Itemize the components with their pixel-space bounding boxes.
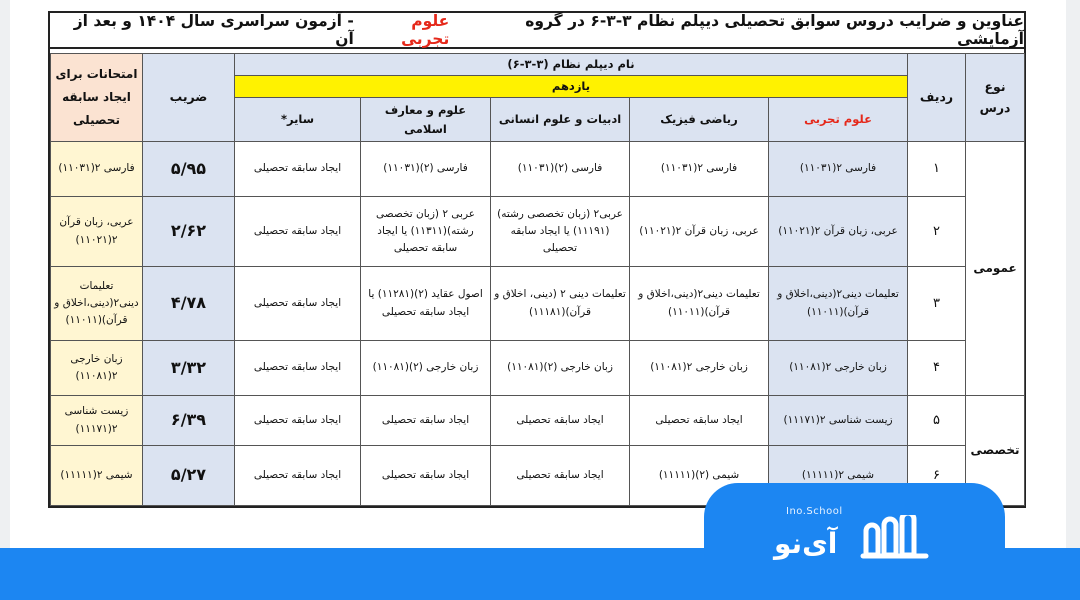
exam-cell: تعلیمات دینی۲(دینی،اخلاق و قرآن)(۱۱۰۱۱) [51,267,143,341]
coefficient-value: ۲/۶۲ [143,197,235,267]
coefficient-value: ۵/۹۵ [143,142,235,197]
brand-name: آی‌نو [774,527,838,560]
title-part-1: عناوین و ضرایب دروس سوابق تحصیلی دیپلم نظام ۳-۳-۶ در گروه آزمایشی [525,12,1024,48]
coefficient-value: ۵/۲۷ [143,446,235,506]
cell: تعلیمات دینی۲(دینی،اخلاق و قرآن)(۱۱۰۱۱) [769,267,908,341]
exams-header: امتحانات برای ایجاد سابقه تحصیلی [51,54,143,142]
cell: ایجاد سابقه تحصیلی [235,396,361,446]
row-number: ۵ [908,396,966,446]
right-frame [1066,0,1080,548]
field-header-islamic: علوم و معارف اسلامی [361,98,491,142]
row-number: ۱ [908,142,966,197]
row-number-header: ردیف [908,54,966,142]
cell: ایجاد سابقه تحصیلی [235,446,361,506]
header-row [51,54,1025,76]
cell: ایجاد سابقه تحصیلی [361,446,491,506]
page-title [50,13,1024,49]
field-header-other: سایر* [235,98,361,142]
cell: تعلیمات دینی۲(دینی،اخلاق و قرآن)(۱۱۰۱۱) [630,267,769,341]
cell: فارسی ۲(۱۱۰۳۱) [630,142,769,197]
cell: ایجاد سابقه تحصیلی [235,197,361,267]
cell: ایجاد سابقه تحصیلی [235,267,361,341]
title-highlight: علوم تجربی [401,12,450,48]
exam-cell: زیست شناسی ۲(۱۱۱۷۱) [51,396,143,446]
cell: عربی۲ (زبان تخصصی رشته)(۱۱۱۹۱) یا ایجاد سابقه تحصیلی [491,197,630,267]
cell: اصول عقاید (۲)(۱۱۲۸۱) یا ایجاد سابقه تحصیلی [361,267,491,341]
cell: زبان خارجی (۲)(۱۱۰۸۱) [491,341,630,396]
course-type-header: نوع درس [966,54,1025,142]
table-row [51,341,1025,396]
row-number: ۴ [908,341,966,396]
group-general: عمومی [966,142,1025,396]
grade-header: یازدهم [235,76,908,98]
cell: فارسی (۲)(۱۱۰۳۱) [491,142,630,197]
cell: ایجاد سابقه تحصیلی [491,446,630,506]
cell: فارسی (۲)(۱۱۰۳۱) [361,142,491,197]
table-row [51,142,1025,197]
cell: ایجاد سابقه تحصیلی [361,396,491,446]
cell: شیمی (۲)(۱۱۱۱۱) [630,446,769,506]
field-header-humanities: ادبیات و علوم انسانی [491,98,630,142]
table-row [51,267,1025,341]
cell: تعلیمات دینی ۲ (دینی، اخلاق و قرآن)(۱۱۱۸۱) [491,267,630,341]
exam-cell: عربی، زبان قرآن ۲(۱۱۰۲۱) [51,197,143,267]
cell: زیست شناسی ۲(۱۱۱۷۱) [769,396,908,446]
coefficient-value: ۶/۳۹ [143,396,235,446]
left-frame [0,0,10,548]
exam-cell: شیمی ۲(۱۱۱۱۱) [51,446,143,506]
cell: ایجاد سابقه تحصیلی [630,396,769,446]
field-header-math: ریاضی فیزیک [630,98,769,142]
courses-table [50,53,1025,506]
cell: زبان خارجی ۲(۱۱۰۸۱) [630,341,769,396]
cell: ایجاد سابقه تحصیلی [235,341,361,396]
brand-mark-icon [860,515,932,561]
coefficient-value: ۳/۳۲ [143,341,235,396]
diploma-name-header: نام دیپلم نظام (۳-۳-۶) [235,54,908,76]
table-row [51,197,1025,267]
cell: زبان خارجی ۲(۱۱۰۸۱) [769,341,908,396]
coefficient-header: ضریب [143,54,235,142]
cell: شیمی ۲(۱۱۱۱۱) [769,446,908,506]
cell: زبان خارجی (۲)(۱۱۰۸۱) [361,341,491,396]
coefficient-value: ۴/۷۸ [143,267,235,341]
cell: عربی، زبان قرآن ۲(۱۱۰۲۱) [630,197,769,267]
group-specialized: تخصصی [966,396,1025,506]
title-part-2: - آزمون سراسری سال ۱۴۰۴ و بعد از آن [73,12,354,48]
row-number: ۳ [908,267,966,341]
exam-cell: فارسی ۲(۱۱۰۳۱) [51,142,143,197]
cell: عربی ۲ (زبان تخصصی رشته)(۱۱۳۱۱) یا ایجاد سابقه تحصیلی [361,197,491,267]
table-row [51,396,1025,446]
brand-logo-card [704,483,1005,600]
cell: ایجاد سابقه تحصیلی [491,396,630,446]
field-header-experimental: علوم تجربی [769,98,908,142]
row-number: ۲ [908,197,966,267]
exam-cell: زبان خارجی ۲(۱۱۰۸۱) [51,341,143,396]
row-number: ۶ [908,446,966,506]
cell: ایجاد سابقه تحصیلی [235,142,361,197]
cell: فارسی ۲(۱۱۰۳۱) [769,142,908,197]
document-table [48,11,1026,508]
brand-small-text: Ino.School [786,506,843,517]
cell: عربی، زبان قرآن ۲(۱۱۰۲۱) [769,197,908,267]
